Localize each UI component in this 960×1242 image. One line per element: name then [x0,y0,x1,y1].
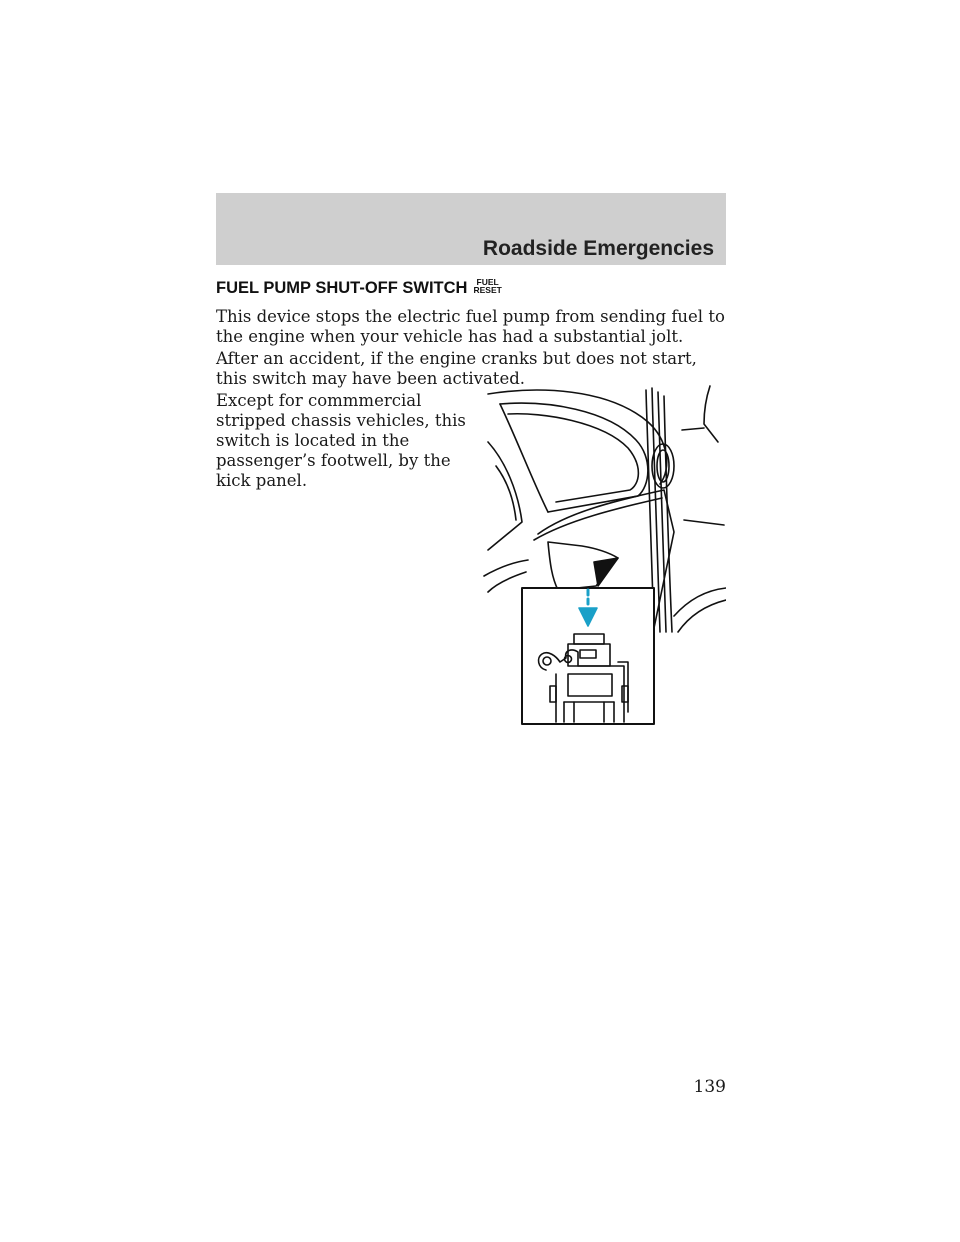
page-number: 139 [693,1077,726,1097]
switch-inset [522,588,654,724]
fuel-reset-icon-line1: FUEL [476,277,499,287]
switch-location-illustration [478,382,726,726]
paragraph-switch-location: Except for commmercial stripped chassis vehicles, this switch is located in the passenger’s footwell, by the kick panel. [216,391,466,490]
paragraph-device-function: This device stops the electric fuel pump from sending fuel to the engine when your vehicle has had a substantial jolt. [216,307,725,346]
section-title: Roadside Emergencies [482,237,714,260]
paragraph-after-accident: After an accident, if the engine cranks but does not start, this switch may have been activated. [216,349,697,388]
heading-text: FUEL PUMP SHUT-OFF SWITCH [216,279,468,297]
door-pillar-lines [646,386,724,632]
fuel-reset-icon [473,278,501,294]
fuel-reset-icon-line2: RESET [473,285,502,295]
section-header-band [216,193,726,265]
section-heading [216,279,502,298]
